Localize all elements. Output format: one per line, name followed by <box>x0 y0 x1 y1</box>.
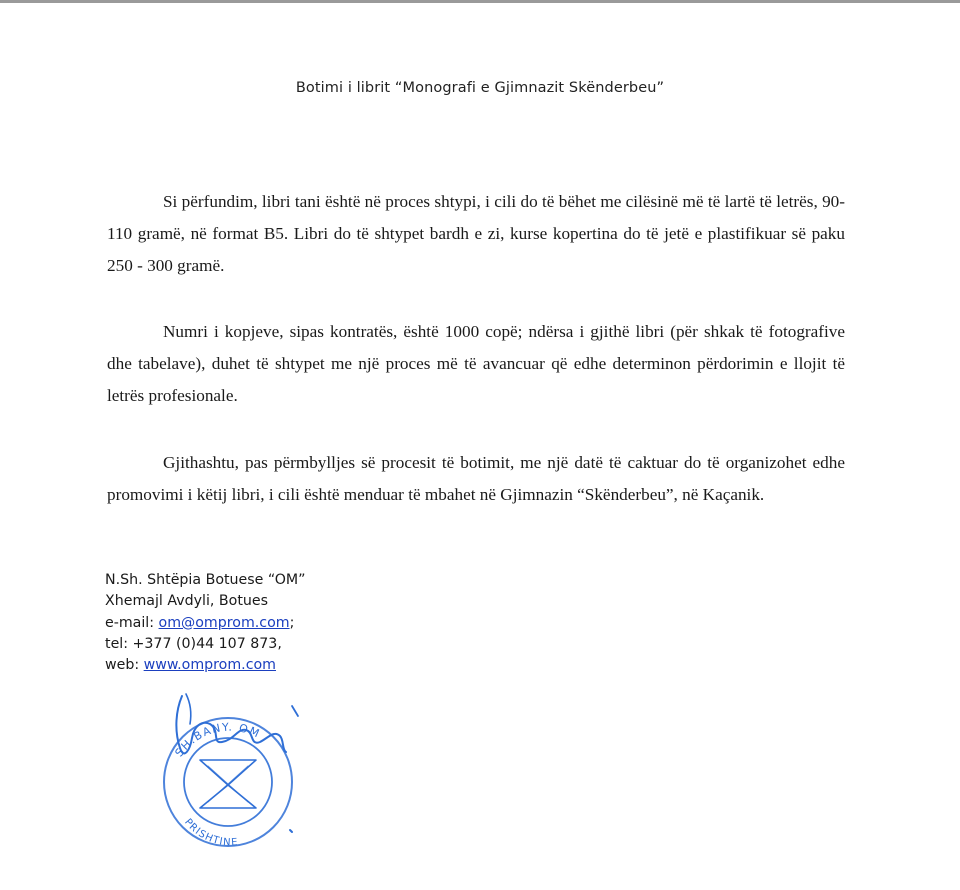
document-title: Botimi i librit “Monografi e Gjimnazit Skënderbeu” <box>295 80 665 96</box>
publisher-person: Xhemajl Avdyli, Botues <box>105 593 269 610</box>
phone-line: tel: +377 (0)44 107 873, <box>105 635 282 652</box>
publisher-stamp-signature <box>150 690 300 865</box>
paragraph-printing-process: Si përfundim, libri tani është në proces shtypi, i cili do të bëhet me cilësinë më të lartë të letrës, 90- 110 gramë, në format B5. Libri do të shtypet bardh e zi, kurse kopertina do të jetë e plastifikuar së paku 250 - 300 gramë. <box>107 192 845 276</box>
email-label: e-mail: <box>105 614 159 631</box>
top-border-line <box>0 0 960 3</box>
email-link[interactable]: om@omprom.com <box>158 614 290 631</box>
web-link[interactable]: www.omprom.com <box>143 657 276 674</box>
email-suffix: ; <box>289 614 295 631</box>
stamp-top-text: SH.BANY. OM <box>172 720 263 760</box>
web-label: web: <box>105 657 144 674</box>
paragraph-promotion: Gjithashtu, pas përmbylljes së procesit të botimit, me një datë të caktuar do të organizohet edhe promovimi i këtij libri, i cili është menduar të mbahet në Gjimnazin “Skënderbeu”, në Kaçanik. <box>107 453 845 505</box>
web-line <box>105 655 306 676</box>
paragraph-copies: Numri i kopjeve, sipas kontratës, është 1000 copë; ndërsa i gjithë libri (për shkak të fotografive dhe tabelave), duhet të shtypet me një proces më të avancuar që edhe determinon përdorimin e llojit të letrës profesionale. <box>107 322 845 406</box>
stamp-inner-ring <box>184 738 272 826</box>
email-line <box>105 613 306 634</box>
contact-block <box>105 570 306 676</box>
stamp-bottom-text: PRISHTINE <box>182 816 239 849</box>
publisher-name: N.Sh. Shtëpia Botuese “OM” <box>105 572 306 588</box>
